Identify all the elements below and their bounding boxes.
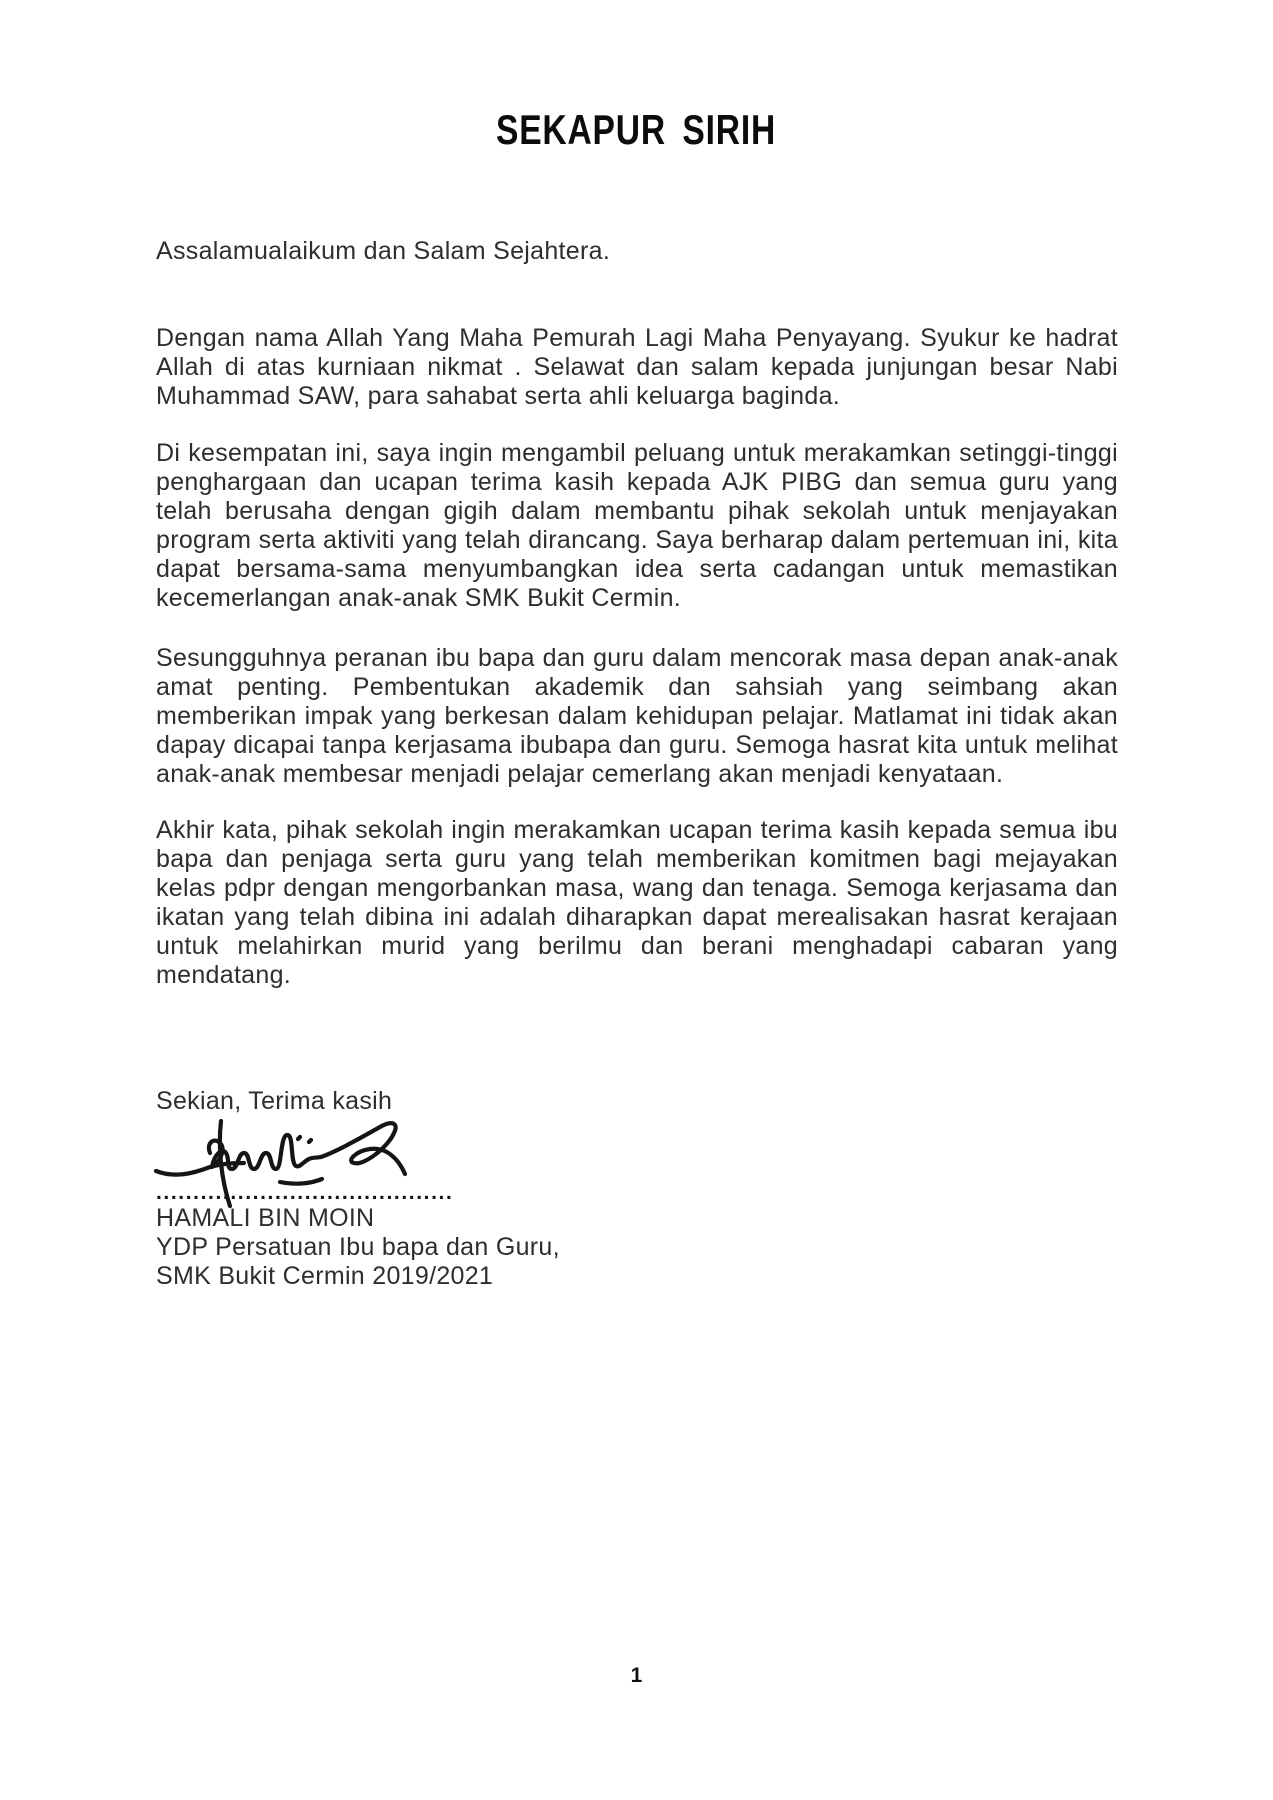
page-title: [0, 103, 1273, 157]
paragraph-4: Akhir kata, pihak sekolah ingin merakamkan ucapan terima kasih kepada semua ibu bapa dan penjaga serta guru yang telah memberikan komitmen bagi mejayakan kelas pdpr dengan mengorbankan masa, wang dan tenaga. Semoga kerjasama dan ikatan yang telah dibina ini adalah diharapkan dapat merealisakan hasrat kerajaan untuk melahirkan murid yang berilmu dan berani menghadapi cabaran yang mendatang.: [156, 816, 1118, 989]
signatory-block: [156, 1204, 1118, 1291]
signatory-name: HAMALI BIN MOIN: [156, 1204, 375, 1232]
salutation-line: Assalamualaikum dan Salam Sejahtera.: [156, 237, 611, 265]
paragraph-2: Di kesempatan ini, saya ingin mengambil peluang untuk merakamkan setinggi-tinggi penghargaan dan ucapan terima kasih kepada AJK PIBG dan semua guru yang telah berusaha dengan gigih dalam membantu pihak sekolah untuk menjayakan program serta aktiviti yang telah dirancang. Saya berharap dalam pertemuan ini, kita dapat bersama-sama menyumbangkan idea serta cadangan untuk memastikan kecemerlangan anak-anak SMK Bukit Cermin.: [156, 439, 1118, 612]
signature-dotted-line: ........................................: [156, 1181, 454, 1204]
page-number: 1: [630, 1664, 643, 1687]
closing-line: Sekian, Terima kasih: [156, 1087, 393, 1115]
signatory-role: YDP Persatuan Ibu bapa dan Guru,: [156, 1233, 560, 1261]
page-title-text: SEKAPUR SIRIH: [496, 106, 777, 153]
signatory-org: SMK Bukit Cermin 2019/2021: [156, 1262, 494, 1290]
paragraph-1: Dengan nama Allah Yang Maha Pemurah Lagi Maha Penyayang. Syukur ke hadrat Allah di atas kurniaan nikmat . Selawat dan salam kepada junjungan besar Nabi Muhammad SAW, para sahabat serta ahli keluarga baginda.: [156, 324, 1118, 410]
paragraph-3: Sesungguhnya peranan ibu bapa dan guru dalam mencorak masa depan anak-anak amat penting. Pembentukan akademik dan sahsiah yang seimbang akan memberikan impak yang berkesan dalam kehidupan pelajar. Matlamat ini tidak akan dapay dicapai tanpa kerjasama ibubapa dan guru. Semoga hasrat kita untuk melihat anak-anak membesar menjadi pelajar cemerlang akan menjadi kenyataan.: [156, 644, 1118, 788]
